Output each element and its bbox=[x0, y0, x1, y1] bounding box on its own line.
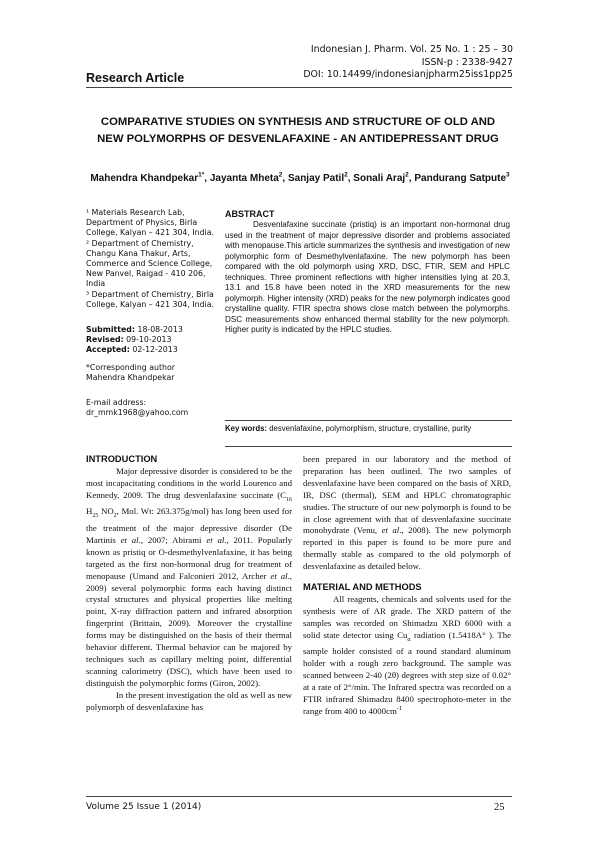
author-name: Mahendra Khandpekar bbox=[90, 173, 199, 184]
affiliation: ² Department of Chemistry, Changu Kana Thakur, Arts, Commerce and Science College, New Panvel, Raigad - 410 206, India bbox=[86, 238, 213, 289]
right-column bbox=[303, 454, 511, 718]
keywords-bottom-rule bbox=[225, 446, 512, 447]
section-label: Research Article bbox=[86, 71, 185, 85]
author-affiliation-mark: 3 bbox=[506, 171, 510, 179]
journal-doi: DOI: 10.14499/indonesianjpharm25iss1pp25 bbox=[303, 69, 513, 81]
email-address: dr_mmk1968@yahoo.com bbox=[86, 408, 189, 418]
affiliation: ¹ Materials Research Lab, Department of Physics, Birla College, Kalyan – 421 304, India. bbox=[86, 208, 214, 238]
author-list: Mahendra Khandpekar$^{1*}$, Jayanta Mheta$^2$, Sanjay Patil$^2$, Sonali Araj$^2$, Pandurang Satpute$^3$ bbox=[90, 171, 510, 184]
footer-volume: Volume 25 Issue 1 (2014) bbox=[86, 802, 202, 812]
page-number: 25 bbox=[494, 802, 505, 813]
keywords-rule bbox=[225, 420, 512, 421]
introduction-heading: INTRODUCTION bbox=[86, 454, 158, 464]
email-block: E-mail address: dr_mmk1968@yahoo.com bbox=[86, 398, 226, 418]
left-column bbox=[86, 454, 292, 714]
methods-paragraph: All reagents, chemicals and solvents used for the synthesis were of AR grade. The XRD pattern of the samples was recorded on Shimadzu XRD 6000 with a solid state detector using $Cu_\alpha$ radiation (1.5418A° ). The sample holder consisted of a round standard aluminum holder with a rough zero background. The sample was scanned between 2-40 (2θ) degrees with step size of 0.02° at a rate of 2°/min. The Infrared spectra was recorded on a FTIR infrared Shimadzu 8400 spectrophoto-meter in the range from 400 to $4000cm^{-1}$ bbox=[303, 593, 512, 716]
affiliations bbox=[86, 208, 218, 310]
submitted-date: 18-08-2013 bbox=[137, 325, 183, 334]
keywords bbox=[225, 424, 510, 434]
affiliation: ³ Department of Chemistry, Birla College, Kalyan – 421 304, India. bbox=[86, 289, 214, 309]
abstract-heading: ABSTRACT bbox=[225, 209, 275, 219]
abstract-text: Desvenlafaxine succinate (pristiq) is an important non-hormonal drug used in the treatment of major depressive disorder and problems associated with menopause.This article summarizes the synthesis and investigation of new polymorphic form of Desmethylvenlafaxine. The new polymorph has been compared with the old polymorph using XRD, DSC, FTIR, SEM and HPLC techniques. Three prominent reflections with higher intensities lying at 20.3, 13.1 and 15.8 have been noted in the XRD measurements for the new polymorph. Higher intensity (XRD) peaks for the new polymorph indicates good crystalline quality. FTIR spectra shows close match between the polymorphs. DSC measurements show enhanced thermal stability for the new polymorph. Higher purity is indicated by the HPLC studies. bbox=[225, 220, 510, 334]
footer-rule bbox=[86, 796, 512, 797]
keywords-text: desvenlafaxine, polymorphism, structure, crystalline, purity bbox=[269, 424, 472, 433]
journal-issn: ISSN-p : 2338-9427 bbox=[421, 56, 513, 68]
journal-citation: Indonesian J. Pharm. Vol. 25 No. 1 : 25 – 30 bbox=[310, 44, 513, 55]
intro-paragraph: Major depressive disorder is considered to be the most incapacitating conditions in the world Lourenco and Kennedy, 2009. The drug desvenlafaxine succinate ($C_{16}$ $H_{25}$ $NO_2$, Mol. Wt: 263.375g/mol) has long been used for the treatment of the major depressive disorder (De Martinis et al., 2007; Abirami et al., 2011. Popularly known as pristiq or O-desmethylvenlafaxine, it has being targeted as the first non-hormonal drug for treatment of menopause (Umand and Falconieri 2012, Archer et al., 2009) several polymorphic forms each having distinct crystal structures and physical properties like melting point, X-ray diffraction pattern and infrared absorption fingerprint (Brittain, 2009). Moreover the crystalline forms may be distinguished on the basis of their thermal behavior different. Thermal behavior can be majored by techniques such as capillary melting point, differential scanning calorimetry (DSC), which have been used to distinguish the polymorphic forms (Giron, 2002). bbox=[86, 465, 293, 688]
journal-info bbox=[303, 44, 513, 82]
header-rule bbox=[86, 87, 512, 88]
revised-date: 09-10-2013 bbox=[126, 335, 172, 345]
author-affiliation-mark: 2 bbox=[278, 171, 283, 179]
author-affiliation-mark: 2 bbox=[344, 171, 348, 179]
author-name: Sanjay Patil bbox=[287, 173, 345, 184]
paper-title: COMPARATIVE STUDIES ON SYNTHESIS AND STRUCTURE OF OLD AND NEW POLYMORPHS OF DESVENLAFAXINE - AN ANTIDEPRESSANT DRUG bbox=[97, 116, 499, 145]
intro-paragraph: In the present investigation the old as well as new polymorph of desvenlafaxine has bbox=[86, 689, 292, 712]
author-affiliation-mark: 1* bbox=[198, 171, 205, 179]
keywords-label: Key words: bbox=[225, 424, 268, 433]
author-name: Jayanta Mheta bbox=[209, 173, 279, 184]
intro-paragraph-continued: been prepared in our laboratory and the method of preparation has been outlined. The two samples of desvenlafaxine have been compared on the basis of XRD, IR, DSC (thermal), SEM and HPLC chromatographic studies. The structure of our new polymorph is found to be in close agreement with that of desvenlafaxine succinate monohydrate (Venu, et al., 2008). The new polymorph reported in this paper is found to be more pure and thermally stable as compared to the old polymorph of desvenlafaxine as detailed below. bbox=[303, 454, 512, 572]
corresponding-author-name: Mahendra Khandpekar bbox=[86, 373, 175, 383]
accepted-date: 02-12-2013 bbox=[132, 345, 178, 355]
author-affiliation-mark: 2 bbox=[405, 171, 409, 179]
author-name: Pandurang Satpute bbox=[414, 173, 507, 184]
author-name: Sonali Araj bbox=[353, 173, 406, 184]
corresponding-author: *Corresponding author Mahendra Khandpekar bbox=[86, 363, 218, 383]
methods-heading: MATERIAL AND METHODS bbox=[303, 582, 422, 593]
submission-dates: Submitted: 18-08-2013 Revised: 09-10-2013 Accepted: 02-12-2013 bbox=[86, 325, 183, 355]
